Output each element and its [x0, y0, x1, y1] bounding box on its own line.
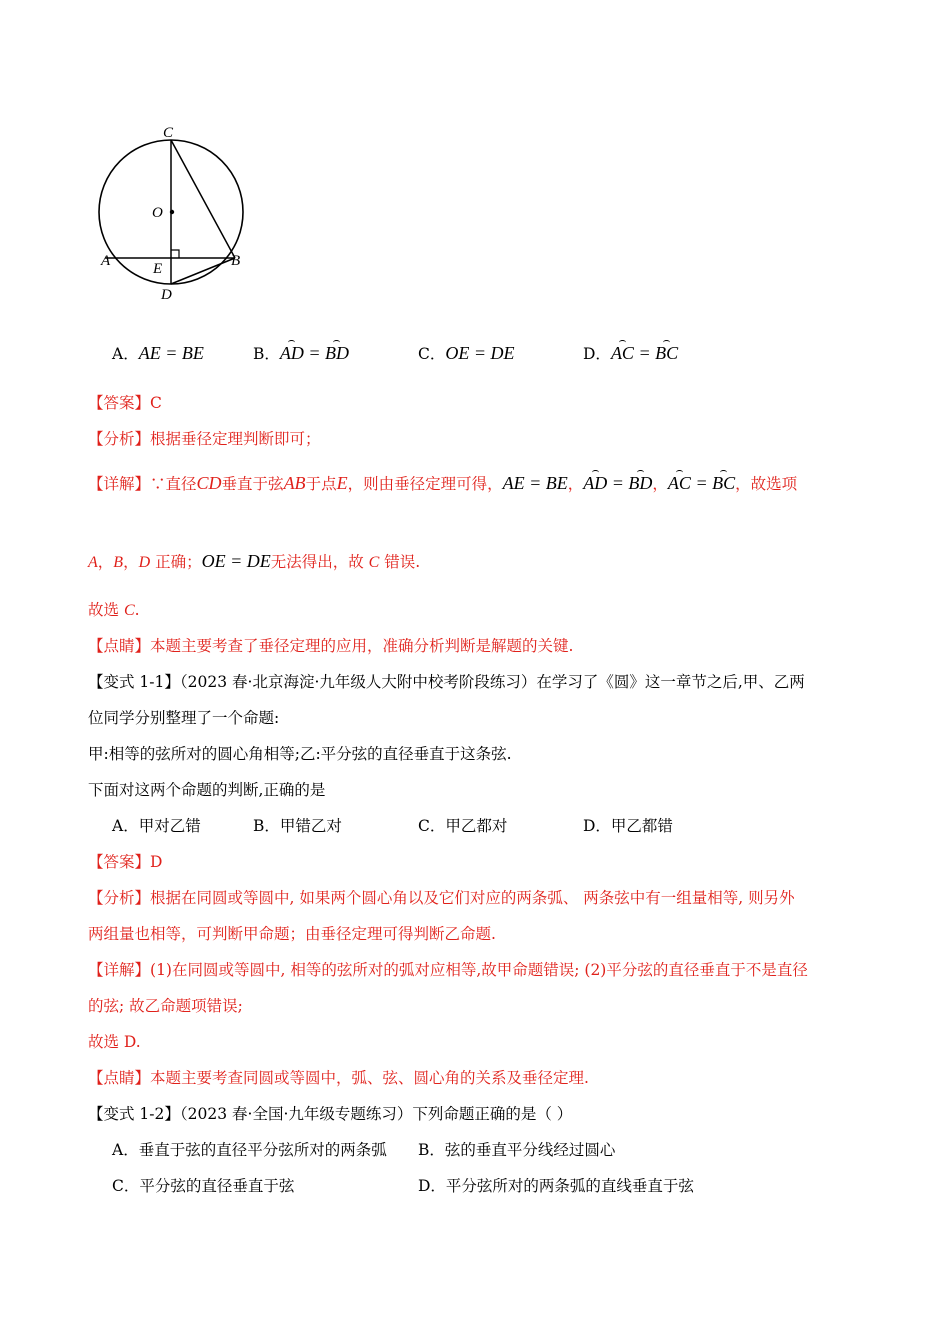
q1-detail-line1: 【详解】∵直径CD垂直于弦AB于点E，则由垂径定理可得，AE = BE，AD = BD，AC = BC，故选项	[88, 473, 798, 493]
segment-cb	[171, 140, 235, 258]
q1-option-d: D．AC = BC	[583, 343, 679, 363]
q1-detail-line2: A，B，D 正确；OE = DE无法得出，故 C 错误.	[88, 551, 421, 571]
label-d: D	[161, 287, 172, 303]
center-dot	[170, 210, 174, 214]
q3-option-d: D．平分弦所对的两条弧的直线垂直于弦	[418, 1177, 694, 1195]
right-angle-mark	[171, 250, 179, 258]
q2-analysis-line2: 两组量也相等，可判断甲命题；由垂径定理可得判断乙命题.	[88, 925, 496, 943]
q1-choose: 故选 C.	[88, 601, 140, 619]
circle-figure	[95, 118, 255, 308]
q2-choose: 故选 D.	[88, 1033, 141, 1051]
label-b: B	[231, 253, 241, 269]
q2-analysis-line1: 【分析】根据在同圆或等圆中, 如果两个圆心角以及它们对应的两条弧、 两条弦中有一组量相等, 则另外	[88, 889, 795, 907]
q2-title: 【变式 1-1】（2023 春·北京海淀·九年级人大附中校考阶段练习）在学习了《圆》这一章节之后,甲、乙两	[88, 673, 805, 691]
q3-title: 【变式 1-2】（2023 春·全国·九年级专题练习）下列命题正确的是（ ）	[88, 1105, 573, 1123]
label-o: O	[152, 205, 163, 221]
q2-detail-line1: 【详解】(1)在同圆或等圆中, 相等的弦所对的弧对应相等,故甲命题错误; (2)平分弦的直径垂直于不是直径	[88, 961, 808, 979]
q2-option-d: D．甲乙都错	[583, 817, 673, 835]
q2-line4: 下面对这两个命题的判断,正确的是	[88, 781, 326, 799]
q2-option-a: A．甲对乙错	[112, 817, 201, 835]
segment-db	[171, 258, 235, 284]
q3-option-c: C．平分弦的直径垂直于弦	[112, 1177, 295, 1195]
label-a: A	[101, 253, 111, 269]
q3-option-b: B．弦的垂直平分线经过圆心	[418, 1141, 616, 1159]
q2-line3: 甲:相等的弦所对的圆心角相等;乙:平分弦的直径垂直于这条弦.	[88, 745, 512, 763]
q2-answer: 【答案】D	[88, 853, 163, 871]
q1-answer: 【答案】C	[88, 394, 162, 412]
q1-option-c: C．OE = DE	[418, 343, 515, 363]
q2-option-c: C．甲乙都对	[418, 817, 508, 835]
label-e: E	[153, 261, 163, 277]
q2-comment: 【点睛】本题主要考查同圆或等圆中，弧、弦、圆心角的关系及垂径定理.	[88, 1069, 589, 1087]
q1-option-a: A．AE = BE	[112, 343, 204, 363]
q1-comment: 【点睛】本题主要考查了垂径定理的应用，准确分析判断是解题的关键.	[88, 637, 574, 655]
q1-option-b: B．AD = BD	[253, 343, 350, 363]
q2-detail-line2: 的弦; 故乙命题项错误;	[88, 997, 243, 1015]
q1-analysis: 【分析】根据垂径定理判断即可；	[88, 430, 321, 448]
q3-option-a: A．垂直于弦的直径平分弦所对的两条弧	[112, 1141, 387, 1159]
q2-line2: 位同学分别整理了一个命题:	[88, 709, 280, 727]
label-c: C	[163, 125, 174, 141]
q2-option-b: B．甲错乙对	[253, 817, 342, 835]
